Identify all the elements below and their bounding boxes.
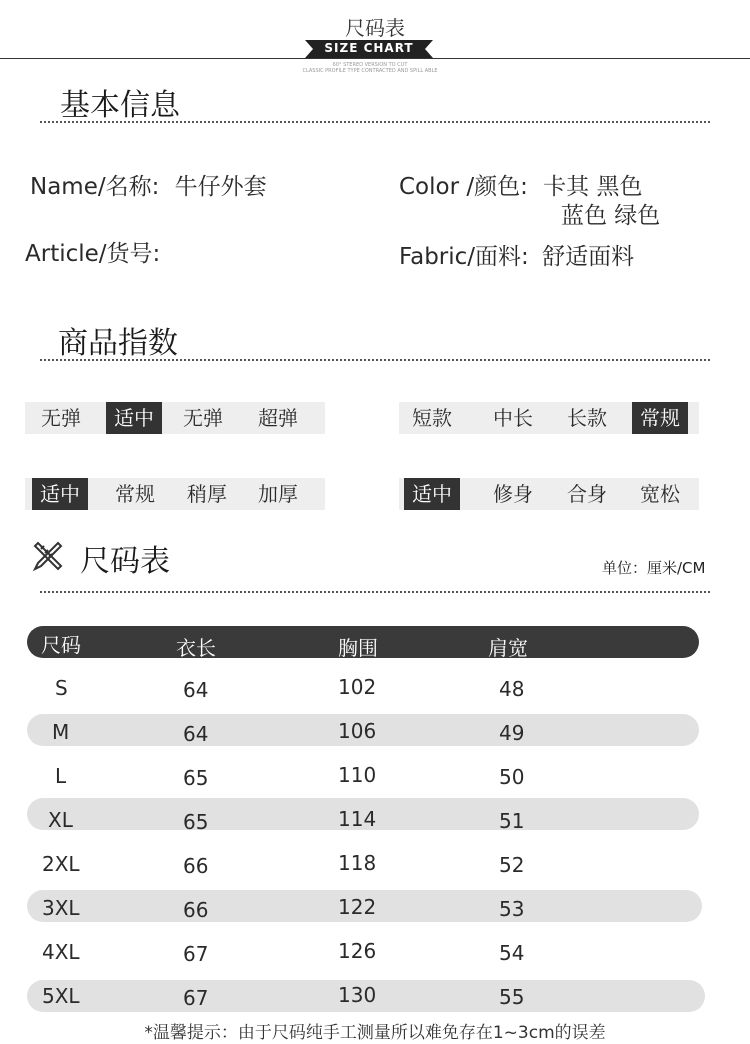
cell-length: 64 xyxy=(183,722,209,746)
cell-chest: 130 xyxy=(338,983,377,1007)
cell-chest: 110 xyxy=(338,763,377,787)
cell-size: 3XL xyxy=(42,896,80,920)
color-value-1: 卡其 黑色 xyxy=(543,174,643,200)
cell-shoulder: 52 xyxy=(499,853,525,877)
cell-shoulder: 48 xyxy=(499,677,525,701)
cell-length: 66 xyxy=(183,898,209,922)
cell-length: 65 xyxy=(183,810,209,834)
index-option: 中长 xyxy=(493,406,533,430)
length-index xyxy=(399,402,699,434)
index-option-selected: 适中 xyxy=(404,478,460,510)
measurement-footnote: *温馨提示：由于尺码纯手工测量所以难免存在1~3cm的误差 xyxy=(144,1023,606,1043)
fine-print-1: 60° STEREO VERSION TO CUT xyxy=(332,62,408,68)
index-option: 无弹 xyxy=(183,406,223,430)
banner-label: SIZE CHART xyxy=(324,41,414,55)
column-header-length: 衣长 xyxy=(176,636,216,660)
thickness-index xyxy=(25,478,325,510)
index-option: 长款 xyxy=(567,406,607,430)
cell-size: M xyxy=(52,720,70,744)
fabric-field xyxy=(399,238,634,271)
cell-size: S xyxy=(55,676,68,700)
cell-chest: 106 xyxy=(338,719,377,743)
basic-info-heading: 基本信息 xyxy=(60,88,180,123)
name-value: 牛仔外套 xyxy=(174,174,267,200)
column-header-chest: 胸围 xyxy=(338,636,378,660)
cell-shoulder: 49 xyxy=(499,721,525,745)
column-header-shoulder: 肩宽 xyxy=(488,636,528,660)
page-title: 尺码表 xyxy=(345,16,405,40)
fit-index xyxy=(399,478,699,510)
index-option: 宽松 xyxy=(640,482,680,506)
index-option: 短款 xyxy=(412,406,452,430)
cell-size: XL xyxy=(48,808,73,832)
fabric-label: Fabric/面料: xyxy=(399,244,529,270)
index-option: 常规 xyxy=(115,482,155,506)
article-label: Article/货号: xyxy=(25,241,161,267)
cell-length: 66 xyxy=(183,854,209,878)
index-option-selected: 适中 xyxy=(106,402,162,434)
index-option: 修身 xyxy=(493,482,533,506)
cell-shoulder: 53 xyxy=(499,897,525,921)
fabric-value: 舒适面料 xyxy=(542,244,635,270)
index-option: 加厚 xyxy=(258,482,298,506)
index-option: 超弹 xyxy=(258,406,298,430)
index-option: 无弹 xyxy=(41,406,81,430)
index-option-selected: 适中 xyxy=(32,478,88,510)
cell-length: 67 xyxy=(183,986,209,1010)
header-divider xyxy=(0,58,750,59)
cell-size: 4XL xyxy=(42,940,80,964)
cell-chest: 102 xyxy=(338,675,377,699)
name-field xyxy=(30,168,267,201)
cell-length: 65 xyxy=(183,766,209,790)
cell-shoulder: 51 xyxy=(499,809,525,833)
index-option-selected: 常规 xyxy=(632,402,688,434)
cell-chest: 118 xyxy=(338,851,377,875)
dotted-divider xyxy=(40,591,710,593)
cell-size: 5XL xyxy=(42,984,80,1008)
name-label: Name/名称: xyxy=(30,174,160,200)
size-table-heading: 尺码表 xyxy=(80,544,170,579)
cell-length: 64 xyxy=(183,678,209,702)
color-value-2: 蓝色 绿色 xyxy=(561,203,661,229)
cell-shoulder: 55 xyxy=(499,985,525,1009)
fine-print-2: CLASSIC PROFILE TYPE CONTRACTED AND SPILL ABLE xyxy=(302,68,438,74)
index-option: 稍厚 xyxy=(187,482,227,506)
column-header-size: 尺码 xyxy=(41,633,81,657)
cell-chest: 114 xyxy=(338,807,377,831)
cell-chest: 126 xyxy=(338,939,377,963)
product-index-heading: 商品指数 xyxy=(58,326,178,361)
dotted-divider xyxy=(40,359,710,361)
stretch-index xyxy=(25,402,325,434)
ruler-pencil-icon xyxy=(32,540,64,572)
cell-length: 67 xyxy=(183,942,209,966)
dotted-divider xyxy=(40,121,710,123)
cell-size: 2XL xyxy=(42,852,80,876)
color-label: Color /颜色: xyxy=(399,174,528,200)
cell-size: L xyxy=(55,764,67,788)
unit-label: 单位：厘米/CM xyxy=(602,559,706,577)
index-option: 合身 xyxy=(567,482,607,506)
table-header xyxy=(27,626,699,658)
cell-shoulder: 50 xyxy=(499,765,525,789)
cell-shoulder: 54 xyxy=(499,941,525,965)
cell-chest: 122 xyxy=(338,895,377,919)
